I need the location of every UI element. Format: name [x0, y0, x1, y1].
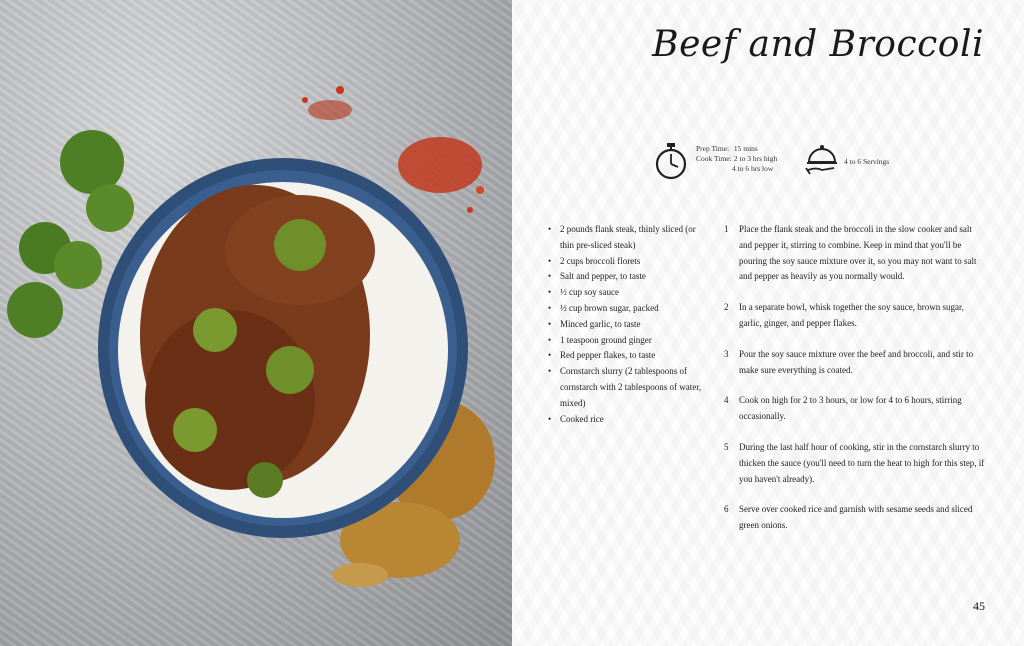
step-number: 3 [724, 348, 729, 359]
recipe-page [512, 0, 1024, 646]
step-number: 6 [724, 504, 729, 515]
ingredients-list [548, 222, 708, 427]
cook-time-label: Cook Time: [696, 154, 732, 163]
ingredient-item: • Cooked rice [548, 412, 708, 428]
page-number: 45 [973, 599, 985, 613]
ingredient-item: • 2 pounds flank steak, thinly sliced (or thin pre-sliced steak) [548, 222, 708, 254]
ingredient-item: • Red pepper flakes, to taste [548, 348, 708, 364]
cook-time-low: 4 to 6 hrs low [732, 164, 774, 173]
prep-time-label: Prep Time: [696, 144, 730, 153]
step-item [724, 502, 986, 534]
step-item [724, 347, 986, 379]
step-text: In a separate bowl, whisk together the soy sauce, brown sugar, garlic, ginger, and pepper flakes. [739, 302, 964, 328]
prep-time-value: 15 mins [733, 144, 758, 153]
recipe-meta [654, 140, 984, 182]
recipe-title: Beef and Broccoli [652, 24, 984, 65]
step-text: Pour the soy sauce mixture over the beef and broccoli, and stir to make sure everything is coated. [739, 348, 974, 375]
step-text: Cook on high for 2 to 3 hours, or low for 4 to 6 hours, stirring occasionally. [739, 395, 962, 422]
step-number: 1 [724, 224, 729, 234]
step-number: 5 [724, 441, 729, 452]
step-item [724, 222, 986, 285]
serving-tray-icon [804, 142, 840, 178]
ingredient-item: • ½ cup brown sugar, packed [548, 301, 708, 317]
ingredient-item: • Cornstarch slurry (2 tablespoons of cornstarch with 2 tablespoons of water, mixed) [548, 364, 708, 411]
stopwatch-icon [654, 142, 688, 180]
time-info [696, 144, 777, 174]
instructions-list [724, 222, 986, 549]
step-item [724, 300, 986, 332]
step-text: During the last half hour of cooking, stir in the cornstarch slurry to thicken the sauce (you'll need to turn the heat to high for this step, if you haven't already). [739, 441, 985, 484]
ingredient-item: • ½ cup soy sauce [548, 285, 708, 301]
ingredient-item: • Minced garlic, to taste [548, 317, 708, 333]
cook-time-high: 2 to 3 hrs high [733, 154, 778, 163]
step-text: Place the flank steak and the broccoli in the slow cooker and salt and pepper it, stirring to combine. Keep in mind that you'll be pouring the soy sauce mixture over it, so you may not want to salt and pepper as heavily as you normally would. [739, 224, 977, 282]
ingredient-item: • 2 cups broccoli florets [548, 254, 708, 270]
ingredient-item: • 1 teaspoon ground ginger [548, 333, 708, 349]
step-item [724, 440, 986, 487]
step-item [724, 393, 986, 425]
step-number: 2 [724, 302, 729, 313]
step-text: Serve over cooked rice and garnish with sesame seeds and sliced green onions. [739, 504, 973, 531]
ingredient-item: • Salt and pepper, to taste [548, 269, 708, 285]
servings-text: 4 to 6 Servings [844, 157, 890, 166]
step-number: 4 [724, 395, 729, 406]
